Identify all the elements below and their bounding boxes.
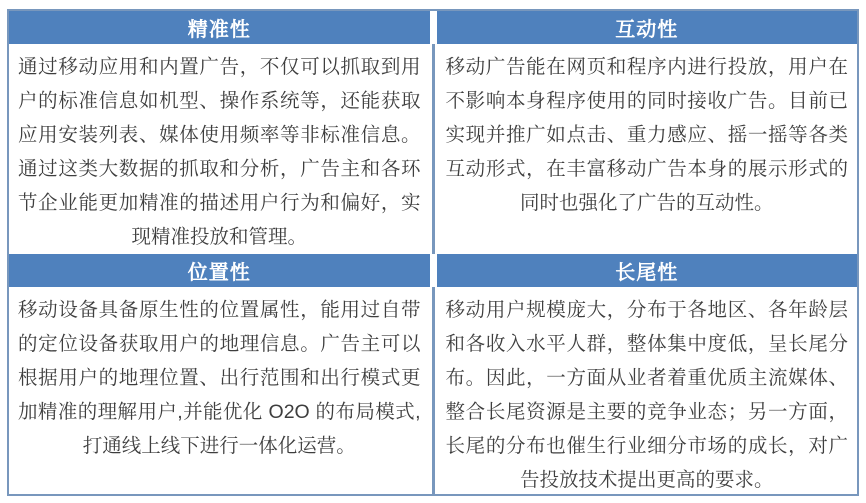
header-location bbox=[9, 254, 430, 287]
header-longtail bbox=[437, 254, 858, 287]
column-divider-top bbox=[430, 47, 437, 251]
mobile-ad-features-table bbox=[7, 9, 859, 496]
divider-rule bbox=[432, 287, 435, 494]
header-gutter-bottom bbox=[430, 254, 437, 287]
header-gutter-top bbox=[430, 11, 437, 44]
cell-longtail-body: 移动用户规模庞大，分布于各地区、各年龄层和各收入水平人群，整体集中度低，呈长尾分布。因此，一方面从业者着重优质主流媒体、整合长尾资源是主要的竞争业态；另一方面，长尾的分布也催生行业细分市场的成长，对广告投放技术提出更高的要求。 bbox=[445, 299, 848, 491]
header-precision-label: 精准性 bbox=[187, 19, 251, 41]
cell-interactivity-body: 移动广告能在网页和程序内进行投放，用户在不影响本身程序使用的同时接收广告。目前已实现并推广如点击、重力感应、摇一摇等各类互动形式，在丰富移动广告本身的展示形式的同时也强化了广告的互动性。 bbox=[445, 56, 848, 214]
header-interactivity bbox=[437, 11, 858, 44]
header-interactivity-label: 互动性 bbox=[615, 19, 679, 41]
cell-precision-body: 通过移动应用和内置广告，不仅可以抓取到用户的标准信息如机型、操作系统等，还能获取应用安装列表、媒体使用频率等非标准信息。通过这类大数据的抓取和分析，广告主和各环节企业能更加精准的描述用户行为和偏好，实现精准投放和管理。 bbox=[18, 56, 421, 248]
divider-rule bbox=[432, 44, 435, 254]
header-precision bbox=[9, 11, 430, 44]
header-location-label: 位置性 bbox=[187, 262, 251, 284]
column-divider-bottom bbox=[430, 290, 437, 494]
cell-location-body: 移动设备具备原生性的位置属性，能用过自带的定位设备获取用户的地理信息。广告主可以根据用户的地理位置、出行范围和出行模式更加精准的理解用户,并能优化 O2O 的布局模式,打通线上线下进行一体化运营。 bbox=[18, 299, 421, 457]
header-longtail-label: 长尾性 bbox=[615, 262, 679, 284]
